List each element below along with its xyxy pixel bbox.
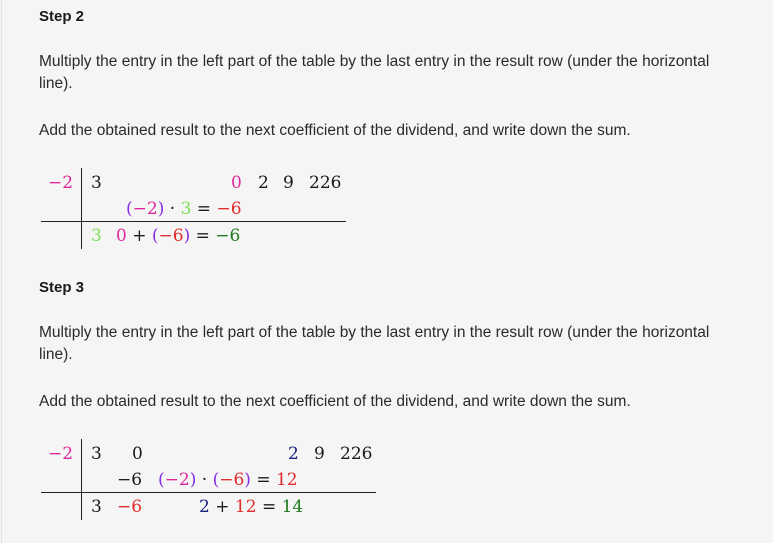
step2-title: Step 2 [39, 8, 85, 25]
step3-result-1: 3 [91, 497, 102, 517]
step2-product-expression: (−2) · 3 = −6 [126, 199, 242, 219]
step2-horizontal-divider [41, 221, 346, 222]
step3-vertical-divider [81, 439, 82, 520]
step3-coef-5: 226 [340, 444, 373, 464]
step3-result-2: −6 [117, 497, 143, 517]
step2-instruction-multiply: Multiply the entry in the left part of the table by the last entry in the result row (under the horizontal line). [39, 53, 710, 92]
step2-vertical-divider [81, 168, 82, 249]
step3-coef-3: 2 [288, 444, 299, 464]
step2-instruction-add: Add the obtained result to the next coefficient of the dividend, and write down the sum. [39, 122, 631, 139]
step2-sum-expression: 0 + (−6) = −6 [116, 226, 241, 246]
step3-coef-1: 3 [91, 444, 102, 464]
step3-sum-expression: 2 + 12 = 14 [199, 497, 304, 517]
step3-product-expression: (−2) · (−6) = 12 [158, 470, 298, 490]
step2-coef-3: 2 [258, 173, 269, 193]
step2-coef-5: 226 [309, 173, 342, 193]
step2-coef-1: 3 [91, 173, 102, 193]
step3-divisor: −2 [48, 444, 74, 464]
step3-coef-4: 9 [314, 444, 325, 464]
step2-coef-2: 0 [231, 173, 242, 193]
step3-horizontal-divider [41, 492, 376, 493]
step2-divisor: −2 [48, 173, 74, 193]
step3-instruction-multiply: Multiply the entry in the left part of the table by the last entry in the result row (under the horizontal line). [39, 324, 710, 363]
step3-product-term: −6 [117, 470, 143, 490]
step2-coef-4: 9 [283, 173, 294, 193]
step3-title: Step 3 [39, 279, 85, 296]
step2-result-1: 3 [91, 226, 102, 246]
step3-coef-2: 0 [132, 444, 143, 464]
step3-instruction-add: Add the obtained result to the next coefficient of the dividend, and write down the sum. [39, 393, 631, 410]
solution-panel [1, 0, 773, 543]
